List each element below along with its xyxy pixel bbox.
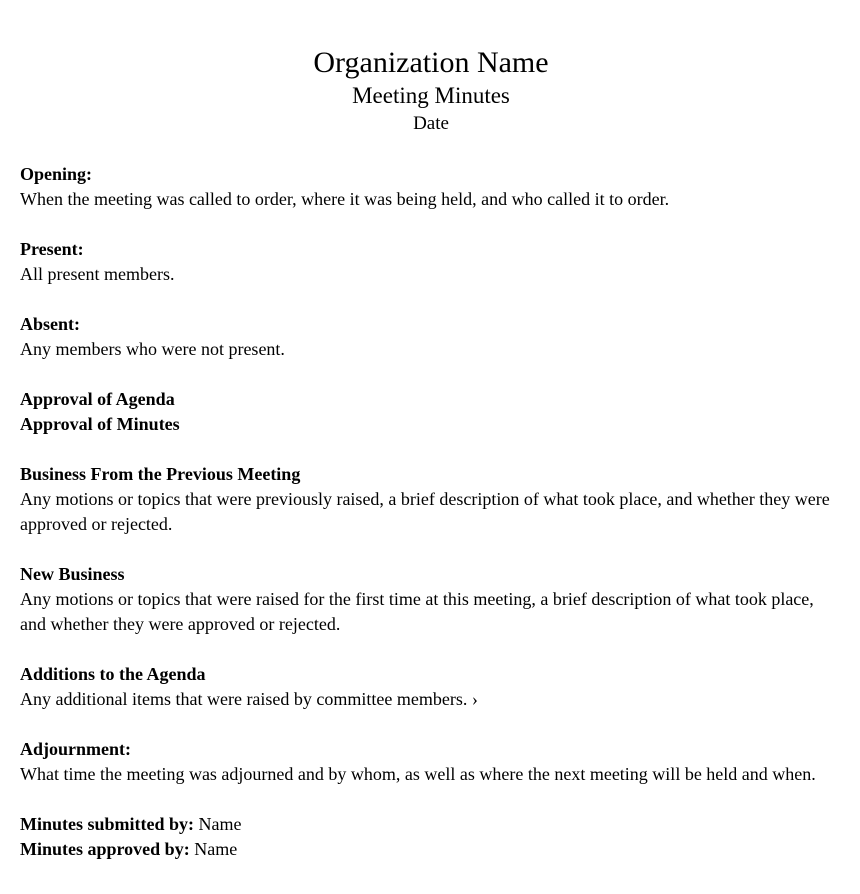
document-date: Date	[413, 113, 449, 134]
section-new-business-text: Any motions or topics that were raised for the first time at this meeting, a brief description of what took place, and whether they were approved or rejected.	[20, 589, 814, 634]
section-signoff	[20, 812, 842, 862]
minutes-submitted-label: Minutes submitted by:	[20, 814, 195, 834]
minutes-approved-line	[20, 837, 842, 862]
section-adjournment	[20, 737, 842, 787]
section-opening	[20, 162, 842, 212]
section-agenda-additions	[20, 662, 842, 712]
section-absent	[20, 312, 842, 362]
section-previous-business	[20, 462, 842, 537]
section-previous-business-text: Any motions or topics that were previously raised, a brief description of what took place, and whether they were approved or rejected.	[20, 489, 830, 534]
document-header	[20, 44, 842, 137]
section-approvals	[20, 387, 842, 437]
approval-of-agenda-line: Approval of Agenda	[20, 389, 175, 409]
document-subtitle: Meeting Minutes	[352, 83, 510, 108]
section-present-heading: Present:	[20, 239, 84, 259]
section-absent-heading: Absent:	[20, 314, 81, 334]
section-absent-text: Any members who were not present.	[20, 339, 285, 359]
minutes-approved-value: Name	[194, 839, 238, 859]
document-body	[20, 162, 842, 862]
section-new-business	[20, 562, 842, 637]
section-present-text: All present members.	[20, 264, 175, 284]
section-opening-text: When the meeting was called to order, where it was being held, and who called it to order.	[20, 189, 670, 209]
section-opening-heading: Opening:	[20, 164, 93, 184]
section-present	[20, 237, 842, 287]
minutes-submitted-value: Name	[198, 814, 242, 834]
section-previous-business-heading: Business From the Previous Meeting	[20, 464, 301, 484]
section-adjournment-heading: Adjournment:	[20, 739, 131, 759]
section-agenda-additions-text: Any additional items that were raised by committee members. ›	[20, 689, 478, 709]
organization-name-title: Organization Name	[313, 46, 549, 79]
approval-of-minutes-line: Approval of Minutes	[20, 414, 180, 434]
section-agenda-additions-heading: Additions to the Agenda	[20, 664, 206, 684]
minutes-submitted-line	[20, 812, 842, 837]
minutes-approved-label: Minutes approved by:	[20, 839, 190, 859]
section-new-business-heading: New Business	[20, 564, 125, 584]
section-adjournment-text: What time the meeting was adjourned and by whom, as well as where the next meeting will be held and when.	[20, 764, 816, 784]
